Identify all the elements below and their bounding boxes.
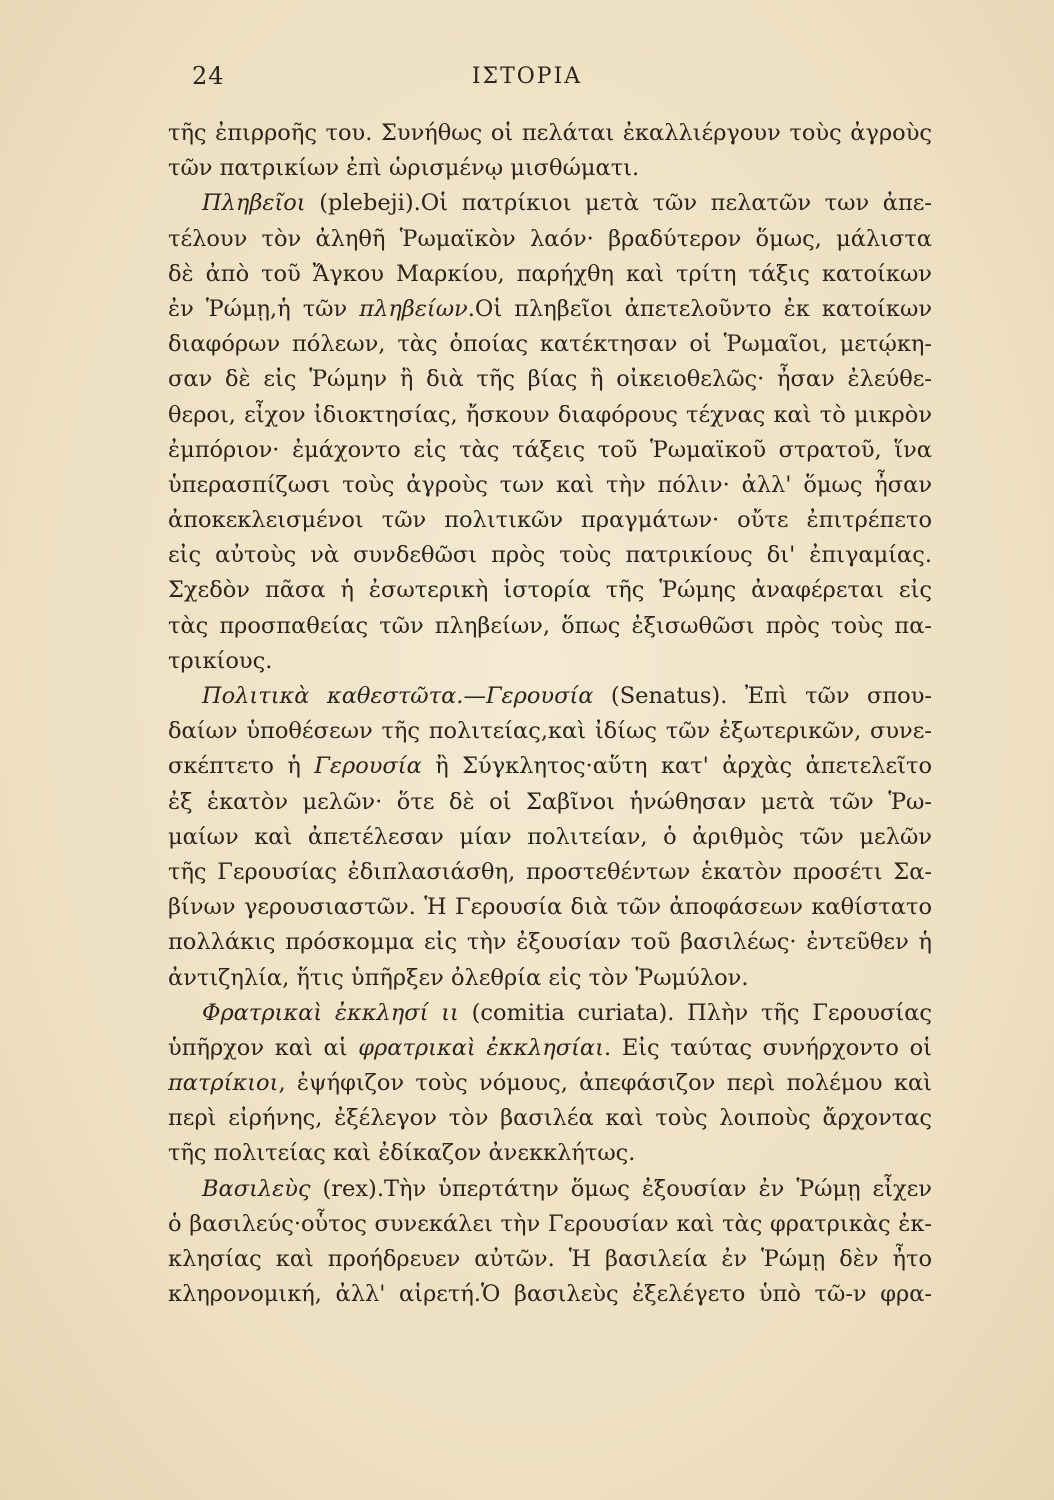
text-run: ἀποκεκλεισμένοι τῶν πολιτικῶν πραγμάτων· οὔτε ἐπιτρέπετο [168, 507, 932, 534]
page-header [0, 62, 1054, 102]
text-run: .Οἱ πληβεῖοι ἀπετελοῦντο ἐκ κατοίκων [467, 295, 932, 322]
text-run: πολλάκις πρόσκομμα εἰς τὴν ἐξουσίαν τοῦ βασιλέως· ἐντεῦθεν ἡ [168, 929, 932, 956]
text-line [168, 362, 932, 397]
text-line [168, 1031, 932, 1066]
text-line [168, 855, 932, 890]
text-run: (comitia curiata). Πλὴν τῆς Γερουσίας [458, 999, 932, 1026]
text-line [168, 714, 932, 749]
text-run: διαφόρων πόλεων, τὰς ὁποίας κατέκτησαν οἱ Ῥωμαῖοι, μετῴκη- [168, 331, 932, 358]
text-line [168, 398, 932, 433]
text-line [168, 785, 932, 820]
page-number: 24 [192, 62, 225, 90]
text-run: σκέπτετο ἡ [168, 753, 315, 780]
text-run: , ἐψήφιζον τοὺς νόμους, ἀπεφάσιζον περὶ πολέμου καὶ [278, 1070, 932, 1097]
text-run: (Senatus). Ἐπὶ τῶν σπου- [593, 683, 932, 709]
text-run: τρικίους. [168, 647, 273, 674]
text-line [168, 679, 932, 714]
text-run: εἰς αὐτοὺς νὰ συνδεθῶσι πρὸς τοὺς πατρικίους δι' ἐπιγαμίας. [168, 542, 932, 569]
text-line [168, 996, 932, 1031]
text-line [168, 609, 932, 644]
text-run: σαν δὲ εἰς Ῥώμην ἢ διὰ τῆς βίας ἢ οἰκειοθελῶς· ἦσαν ἐλεύθε- [168, 366, 932, 393]
text-run: τῆς πολιτείας καὶ ἐδίκαζον ἀνεκκλήτως. [168, 1140, 636, 1167]
text-run: ὑπῆρχον καὶ αἱ [168, 1034, 359, 1061]
text-run: τῆς Γερουσίας ἐδιπλασιάσθη, προστεθέντων ἑκατὸν προσέτι Σα- [168, 858, 932, 885]
text-line [168, 644, 932, 679]
text-line [168, 1066, 932, 1101]
text-line [168, 257, 932, 292]
text-line [168, 1242, 932, 1277]
text-line [168, 503, 932, 538]
text-run: κληρονομική, ἀλλ' αἱρετή.Ὁ βασιλεὺς ἐξελέγετο ὑπὸ τῶ-ν φρα- [168, 1281, 932, 1308]
text-run: ἐν Ῥώμῃ,ἡ τῶν [168, 295, 360, 322]
text-line [168, 820, 932, 855]
text-run: τέλουν τὸν ἀληθῆ Ῥωμαϊκὸν λαόν· βραδύτερον ὅμως, μάλιστα [168, 225, 932, 252]
text-run: κλησίας καὶ προήδρευεν αὐτῶν. Ἡ βασιλεία ἐν Ῥώμῃ δὲν ἦτο [168, 1246, 932, 1272]
text-run: ἐμπόριον· ἐμάχοντο εἰς τὰς τάξεις τοῦ Ῥωμαϊκοῦ στρατοῦ, ἵνα [168, 436, 932, 463]
text-line [168, 327, 932, 362]
text-run: τῆς ἐπιρροῆς του. Συνήθως οἱ πελάται ἐκαλλιέργουν τοὺς ἀγροὺς [168, 120, 932, 146]
text-line [168, 1172, 932, 1207]
text-run: Σχεδὸν πᾶσα ἡ ἐσωτερικὴ ἱστορία τῆς Ῥώμης ἀναφέρεται εἰς [168, 577, 932, 604]
text-line [168, 573, 932, 608]
text-run: ὑπερασπίζωσι τοὺς ἀγροὺς των καὶ τὴν πόλιν· ἀλλ' ὅμως ἦσαν [168, 471, 932, 498]
text-line [168, 186, 932, 221]
text-run: ἐξ ἑκατὸν μελῶν· ὅτε δὲ οἱ Σαβῖνοι ἡνώθησαν μετὰ τῶν Ῥω- [168, 788, 932, 815]
italic-term: Πολιτικὰ καθεστῶτα.—Γερουσία [202, 683, 594, 709]
body-text [168, 116, 932, 1312]
text-run: (rex).Τὴν ὑπερτάτην ὅμως ἐξουσίαν ἐν Ῥώμῃ εἶχεν [310, 1175, 932, 1202]
text-run: περὶ εἰρήνης, ἐξέλεγον τὸν βασιλέα καὶ τοὺς λοιποὺς ἄρχοντας [168, 1105, 932, 1132]
italic-term: Πληβεῖοι [202, 190, 306, 217]
italic-term: πατρίκιοι [168, 1070, 279, 1097]
text-run: μαίων καὶ ἀπετέλεσαν μίαν πολιτείαν, ὁ ἀριθμὸς τῶν μελῶν [168, 823, 932, 850]
text-line [168, 433, 932, 468]
text-run: βίνων γερουσιαστῶν. Ἡ Γερουσία διὰ τῶν ἀποφάσεων καθίστατο [168, 894, 932, 921]
text-line [168, 222, 932, 257]
text-run: ὁ βασιλεύς·οὗτος συνεκάλει τὴν Γερουσίαν καὶ τὰς φρατρικὰς ἐκ- [168, 1210, 932, 1237]
text-run: ἀντιζηλία, ἥτις ὑπῆρξεν ὀλεθρία εἰς τὸν Ῥωμύλον. [168, 964, 749, 991]
text-line [168, 890, 932, 925]
text-run: (plebeji).Οἱ πατρίκιοι μετὰ τῶν πελατῶν των ἀπε- [305, 190, 932, 217]
text-line [168, 1277, 932, 1312]
text-line [168, 538, 932, 573]
text-line [168, 1101, 932, 1136]
text-line [168, 292, 932, 327]
text-run: δὲ ἀπὸ τοῦ Ἄγκου Μαρκίου, παρήχθη καὶ τρίτη τάξις κατοίκων [168, 260, 932, 287]
text-line [168, 1207, 932, 1242]
text-run: τῶν πατρικίων ἐπὶ ὡρισμένῳ μισθώματι. [168, 155, 640, 182]
text-run: . Εἰς ταύτας συνήρχοντο οἱ [603, 1034, 932, 1061]
italic-term: Γερουσία [314, 753, 422, 780]
text-run: τὰς προσπαθείας τῶν πληβείων, ὅπως ἐξισωθῶσι πρὸς τοὺς πα- [168, 612, 932, 639]
text-line [168, 961, 932, 996]
text-line [168, 1136, 932, 1171]
italic-term: Φρατρικαὶ ἐκκλησί ιι [202, 999, 459, 1026]
text-line [168, 468, 932, 503]
text-line [168, 749, 932, 784]
text-run: δαίων ὑποθέσεων τῆς πολιτείας,καὶ ἰδίως τῶν ἐξωτερικῶν, συνε- [168, 718, 932, 745]
text-line [168, 151, 932, 186]
text-line [168, 925, 932, 960]
italic-term: Βασιλεὺς [202, 1175, 311, 1202]
italic-term: πληβείων [359, 295, 468, 322]
text-run: θεροι, εἶχον ἰδιοκτησίας, ἤσκουν διαφόρους τέχνας καὶ τὸ μικρὸν [168, 401, 932, 428]
text-line [168, 116, 932, 151]
text-run: ἢ Σύγκλητος·αὕτη κατ' ἀρχὰς ἀπετελεῖτο [421, 753, 932, 780]
running-title: ΙΣΤΟΡΙΑ [471, 64, 583, 89]
italic-term: φρατρικαὶ ἐκκλησίαι [358, 1034, 604, 1061]
